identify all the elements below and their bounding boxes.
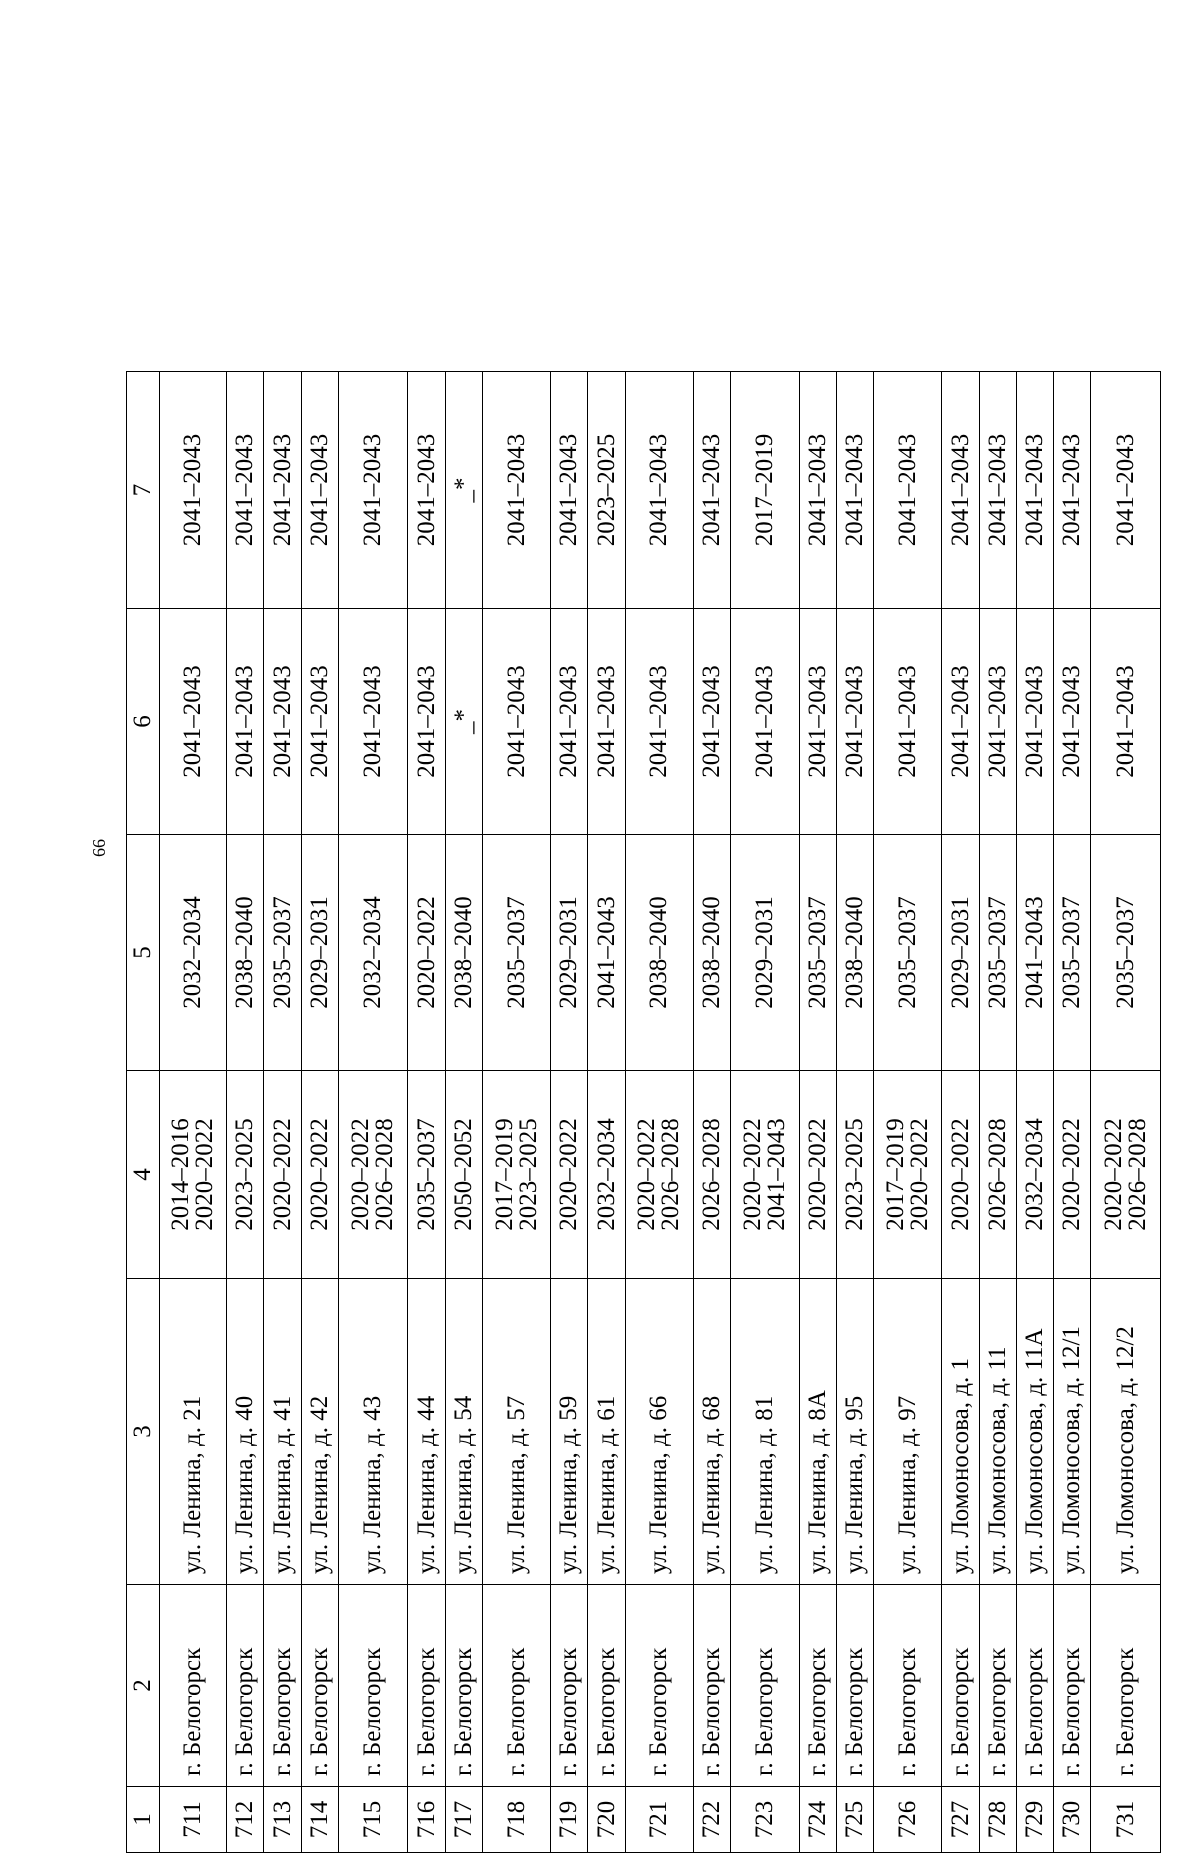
table-row [799,372,836,1853]
city-cell: г. Белогорск [160,1585,227,1787]
period-cell-col7: 2041–2043 [551,372,588,609]
table-row [408,372,445,1853]
address-cell: ул. Ленина, д. 8А [799,1279,836,1585]
period-cell-col6: 2041–2043 [979,609,1016,835]
period-cell-col5: 2038–2040 [836,835,873,1071]
city-cell: г. Белогорск [625,1585,693,1787]
address-cell: ул. Ленина, д. 95 [836,1279,873,1585]
column-header: 1 [127,1787,160,1853]
period-cell-col7: 2041–2043 [301,372,338,609]
address-cell: ул. Ломоносова, д. 11А [1016,1279,1053,1585]
period-cell-col7: 2023–2025 [588,372,625,609]
table-header-row [127,372,160,1853]
period-cell-col7: 2041–2043 [1054,372,1091,609]
address-cell: ул. Ленина, д. 57 [482,1279,550,1585]
period-cell-col6: 2041–2043 [1054,609,1091,835]
row-number: 727 [942,1787,979,1853]
period-cell-col6: 2041–2043 [482,609,550,835]
column-header: 5 [127,835,160,1071]
table-row [264,372,301,1853]
period-cell-col6: 2041–2043 [227,609,264,835]
period-cell-col5: 2029–2031 [942,835,979,1071]
row-number: 721 [625,1787,693,1853]
address-cell: ул. Ломоносова, д. 12/2 [1091,1279,1161,1585]
table-row [160,372,227,1853]
period-cell-col6: 2041–2043 [301,609,338,835]
column-header: 7 [127,372,160,609]
column-header: 2 [127,1585,160,1787]
page-number: 66 [89,839,109,857]
address-cell: ул. Ленина, д. 21 [160,1279,227,1585]
row-number: 729 [1016,1787,1053,1853]
table-row [338,372,408,1853]
table-row [482,372,550,1853]
table-row [1016,372,1053,1853]
table-row [551,372,588,1853]
period-cell-col7: 2041–2043 [625,372,693,609]
city-cell: г. Белогорск [551,1585,588,1787]
period-cell-col6: 2041–2043 [731,609,799,835]
table-row [1054,372,1091,1853]
period-cell-col6: 2041–2043 [836,609,873,835]
address-cell: ул. Ленина, д. 44 [408,1279,445,1585]
city-cell: г. Белогорск [979,1585,1016,1787]
period-cell-col5: 2038–2040 [625,835,693,1071]
period-cell-col5: 2038–2040 [694,835,731,1071]
table-row [979,372,1016,1853]
city-cell: г. Белогорск [227,1585,264,1787]
city-cell: г. Белогорск [1091,1585,1161,1787]
period-cell-col7: 2041–2043 [694,372,731,609]
period-cell-col6: 2041–2043 [694,609,731,835]
period-cell-col5: 2035–2037 [874,835,942,1071]
period-cell-col7: 2041–2043 [799,372,836,609]
row-number: 715 [338,1787,408,1853]
row-number: 720 [588,1787,625,1853]
address-cell: ул. Ленина, д. 41 [264,1279,301,1585]
period-cell-col4: 2032–2034 [588,1071,625,1279]
period-cell-col5: 2035–2037 [799,835,836,1071]
period-cell-col6: 2041–2043 [1091,609,1161,835]
period-cell-col5: 2032–2034 [338,835,408,1071]
row-number: 726 [874,1787,942,1853]
period-cell-col4: 2026–2028 [694,1071,731,1279]
period-cell-col4: 2020–2022 [551,1071,588,1279]
period-cell-col7: 2041–2043 [160,372,227,609]
period-cell-col5: 2032–2034 [160,835,227,1071]
period-cell-col6: 2041–2043 [264,609,301,835]
address-cell: ул. Ломоносова, д. 1 [942,1279,979,1585]
table-row [731,372,799,1853]
period-cell-col4: 2023–2025 [227,1071,264,1279]
period-cell-col4: 2026–2028 [979,1071,1016,1279]
address-cell: ул. Ленина, д. 43 [338,1279,408,1585]
period-cell-col5: 2041–2043 [588,835,625,1071]
row-number: 722 [694,1787,731,1853]
table-row [874,372,942,1853]
rotated-table-container [126,372,1161,1853]
row-number: 716 [408,1787,445,1853]
row-number: 711 [160,1787,227,1853]
city-cell: г. Белогорск [408,1585,445,1787]
row-number: 712 [227,1787,264,1853]
period-cell-col4: 2050–2052 [445,1071,482,1279]
period-cell-col4: 2020–2022 2026–2028 [625,1071,693,1279]
period-cell-col6: 2041–2043 [625,609,693,835]
row-number: 728 [979,1787,1016,1853]
row-number: 730 [1054,1787,1091,1853]
city-cell: г. Белогорск [836,1585,873,1787]
table-row [301,372,338,1853]
period-cell-col5: 2038–2040 [445,835,482,1071]
period-cell-col4: 2032–2034 [1016,1071,1053,1279]
city-cell: г. Белогорск [301,1585,338,1787]
table-row [588,372,625,1853]
city-cell: г. Белогорск [264,1585,301,1787]
period-cell-col4: 2023–2025 [836,1071,873,1279]
period-cell-col6: _* [445,609,482,835]
city-cell: г. Белогорск [731,1585,799,1787]
period-cell-col6: 2041–2043 [799,609,836,835]
period-cell-col5: 2029–2031 [301,835,338,1071]
city-cell: г. Белогорск [799,1585,836,1787]
period-cell-col6: 2041–2043 [160,609,227,835]
period-cell-col5: 2035–2037 [1091,835,1161,1071]
row-number: 717 [445,1787,482,1853]
table-row [694,372,731,1853]
period-cell-col7: 2041–2043 [338,372,408,609]
period-cell-col4: 2020–2022 [1054,1071,1091,1279]
period-cell-col4: 2020–2022 [301,1071,338,1279]
column-header: 6 [127,609,160,835]
address-cell: ул. Ленина, д. 40 [227,1279,264,1585]
period-cell-col5: 2041–2043 [1016,835,1053,1071]
city-cell: г. Белогорск [874,1585,942,1787]
address-cell: ул. Ленина, д. 61 [588,1279,625,1585]
row-number: 725 [836,1787,873,1853]
row-number: 719 [551,1787,588,1853]
table-row [625,372,693,1853]
city-cell: г. Белогорск [1054,1585,1091,1787]
period-cell-col6: 2041–2043 [874,609,942,835]
period-cell-col7: 2041–2043 [408,372,445,609]
period-cell-col5: 2035–2037 [482,835,550,1071]
period-cell-col7: _* [445,372,482,609]
table-row [1091,372,1161,1853]
period-cell-col4: 2017–2019 2020–2022 [874,1071,942,1279]
period-cell-col5: 2029–2031 [551,835,588,1071]
period-cell-col4: 2020–2022 2041–2043 [731,1071,799,1279]
city-cell: г. Белогорск [588,1585,625,1787]
table-row [227,372,264,1853]
address-cell: ул. Ленина, д. 54 [445,1279,482,1585]
row-number: 724 [799,1787,836,1853]
table-row [942,372,979,1853]
table-row [445,372,482,1853]
address-cell: ул. Ломоносова, д. 12/1 [1054,1279,1091,1585]
period-cell-col7: 2041–2043 [979,372,1016,609]
address-cell: ул. Ленина, д. 59 [551,1279,588,1585]
period-cell-col4: 2020–2022 2026–2028 [338,1071,408,1279]
period-cell-col7: 2041–2043 [942,372,979,609]
period-cell-col6: 2041–2043 [942,609,979,835]
address-cell: ул. Ленина, д. 68 [694,1279,731,1585]
city-cell: г. Белогорск [338,1585,408,1787]
row-number: 723 [731,1787,799,1853]
column-header: 3 [127,1279,160,1585]
row-number: 718 [482,1787,550,1853]
period-cell-col5: 2035–2037 [1054,835,1091,1071]
city-cell: г. Белогорск [445,1585,482,1787]
period-cell-col6: 2041–2043 [408,609,445,835]
period-cell-col7: 2041–2043 [482,372,550,609]
period-cell-col7: 2017–2019 [731,372,799,609]
period-cell-col4: 2035–2037 [408,1071,445,1279]
period-cell-col5: 2035–2037 [979,835,1016,1071]
city-cell: г. Белогорск [1016,1585,1053,1787]
column-header: 4 [127,1071,160,1279]
period-cell-col6: 2041–2043 [588,609,625,835]
address-cell: ул. Ленина, д. 97 [874,1279,942,1585]
period-cell-col7: 2041–2043 [264,372,301,609]
period-cell-col4: 2020–2022 [942,1071,979,1279]
period-cell-col7: 2041–2043 [874,372,942,609]
period-cell-col5: 2035–2037 [264,835,301,1071]
address-cell: ул. Ленина, д. 66 [625,1279,693,1585]
period-cell-col4: 2020–2022 [264,1071,301,1279]
period-cell-col5: 2038–2040 [227,835,264,1071]
row-number: 713 [264,1787,301,1853]
period-cell-col6: 2041–2043 [551,609,588,835]
period-cell-col7: 2041–2043 [1016,372,1053,609]
period-cell-col6: 2041–2043 [338,609,408,835]
period-cell-col4: 2020–2022 [799,1071,836,1279]
table-row [836,372,873,1853]
period-cell-col6: 2041–2043 [1016,609,1053,835]
period-cell-col7: 2041–2043 [836,372,873,609]
period-cell-col4: 2020–2022 2026–2028 [1091,1071,1161,1279]
city-cell: г. Белогорск [942,1585,979,1787]
address-cell: ул. Ленина, д. 42 [301,1279,338,1585]
period-cell-col5: 2029–2031 [731,835,799,1071]
period-cell-col7: 2041–2043 [1091,372,1161,609]
row-number: 714 [301,1787,338,1853]
period-cell-col4: 2017–2019 2023–2025 [482,1071,550,1279]
city-cell: г. Белогорск [482,1585,550,1787]
address-cell: ул. Ломоносова, д. 11 [979,1279,1016,1585]
city-cell: г. Белогорск [694,1585,731,1787]
period-cell-col7: 2041–2043 [227,372,264,609]
address-cell: ул. Ленина, д. 81 [731,1279,799,1585]
period-cell-col5: 2020–2022 [408,835,445,1071]
schedule-table [126,371,1161,1853]
row-number: 731 [1091,1787,1161,1853]
period-cell-col4: 2014–2016 2020–2022 [160,1071,227,1279]
